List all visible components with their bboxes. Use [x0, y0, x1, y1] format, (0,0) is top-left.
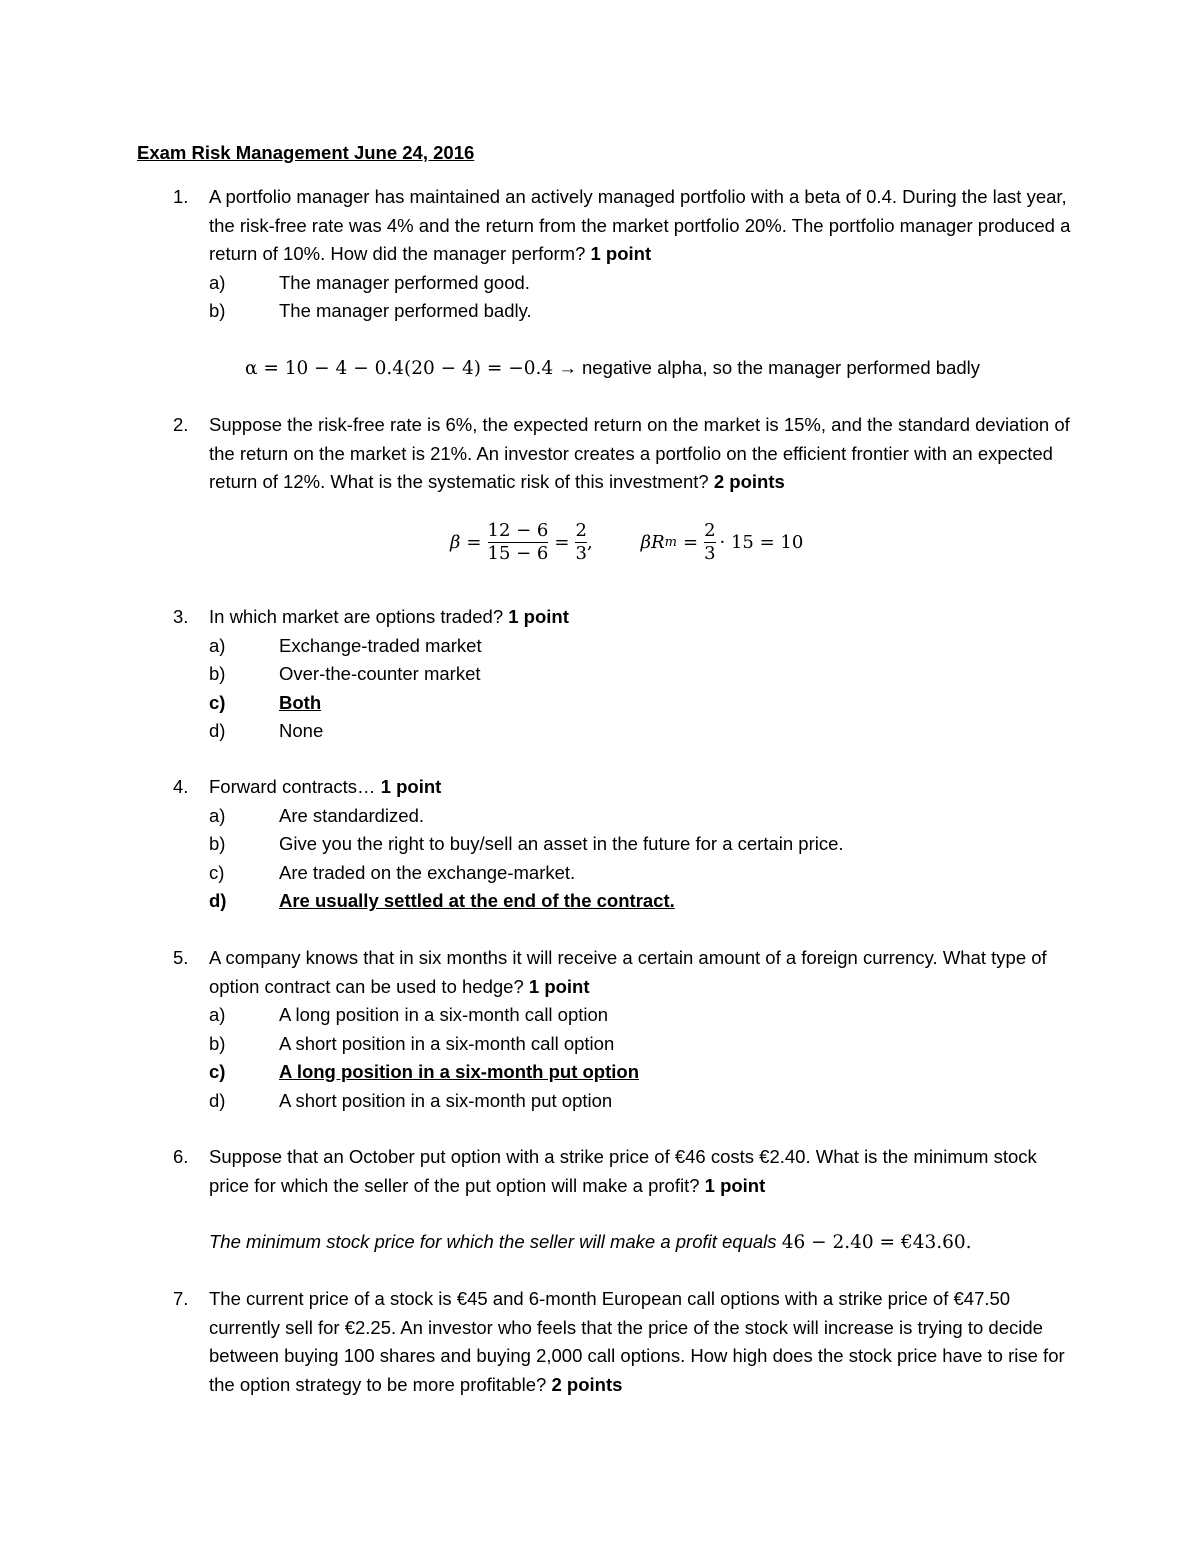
option-c-correct: c) A long position in a six-month put option [209, 1061, 640, 1082]
question-6 [173, 1143, 1073, 1200]
question-number: 6. [173, 1146, 189, 1167]
solution-6 [209, 1228, 972, 1257]
question-points: 1 point [704, 1174, 766, 1196]
question-points: 1 point [380, 776, 442, 797]
question-number: 2. [173, 414, 189, 435]
question-number: 5. [173, 947, 189, 968]
option-d: d) None [209, 720, 324, 741]
solution-2: β = $\frac{12 - 6}{15 - 6}$ = $\frac{2}{3}$ , βR m = $\frac{2}{3}$ · 15 = 10 [450, 520, 804, 564]
option-b: b) Over-the-counter market [209, 663, 481, 684]
fraction: $\frac{2}{3}$ [704, 520, 716, 564]
option-d-correct: d) Are usually settled at the end of the contract. [209, 890, 675, 911]
question-7 [173, 1285, 1073, 1399]
question-text: A company knows that in six months it will receive a certain amount of a foreign currency. What type of option contract can be used to hedge? 1 point [209, 947, 1047, 997]
solution-formula: α = 10 − 4 − 0.4(20 − 4) = −0.4 [245, 358, 554, 379]
question-text: In which market are options traded? 1 point [209, 606, 569, 627]
solution-formula: 46 − 2.40 = €43.60. [781, 1232, 972, 1253]
option-c: c) Are traded on the exchange-market. [209, 861, 576, 883]
question-points: 1 point [528, 975, 590, 997]
question-number: 7. [173, 1288, 189, 1309]
question-points: 2 points [713, 471, 785, 492]
question-2 [173, 411, 1073, 497]
option-c-correct: c) Both [209, 691, 322, 713]
question-5 [173, 944, 1073, 1115]
question-number: 3. [173, 606, 189, 627]
question-points: 1 point [508, 606, 569, 627]
option-b: b) The manager performed badly. [209, 300, 532, 321]
question-1 [173, 183, 1073, 326]
fraction: $\frac{2}{3}$ [575, 520, 587, 564]
option-b: b) Give you the right to buy/sell an asset in the future for a certain price. [209, 833, 844, 854]
option-a: a) Are standardized. [209, 804, 425, 826]
option-a: a) A long position in a six-month call option [209, 1004, 609, 1025]
option-a: a) The manager performed good. [209, 271, 530, 293]
question-number: 4. [173, 776, 189, 797]
question-number: 1. [173, 186, 189, 207]
solution-1 [245, 354, 980, 383]
question-points: 2 points [551, 1373, 623, 1395]
question-3 [173, 603, 1073, 746]
solution-text: The minimum stock price for which the seller will make a profit equals [209, 1231, 777, 1252]
question-text: Suppose the risk-free rate is 6%, the expected return on the market is 15%, and the standard deviation of the return on the market is 21%. An investor creates a portfolio on the efficient frontier with an expected return of 12%. What is the systematic risk of this investment? 2 points [209, 414, 1070, 492]
question-points: 1 point [590, 243, 652, 264]
question-text: The current price of a stock is €45 and 6-month European call options with a strike price of €47.50 currently sell for €2.25. An investor who feels that the price of the stock will increase is trying to decide between buying 100 shares and buying 2,000 call options. How high does the stock price have to rise for the option strategy to be more profitable? 2 points [209, 1288, 1065, 1395]
option-a: a) Exchange-traded market [209, 634, 482, 656]
question-text: Forward contracts… 1 point [209, 776, 442, 797]
fraction: $\frac{12 - 6}{15 - 6}$ [487, 520, 549, 564]
question-4 [173, 773, 1073, 916]
solution-text: → negative alpha, so the manager performed badly [558, 357, 981, 378]
page-title: Exam Risk Management June 24, 2016 [137, 142, 475, 163]
option-d: d) A short position in a six-month put option [209, 1089, 613, 1111]
option-b: b) A short position in a six-month call option [209, 1032, 615, 1054]
question-text: A portfolio manager has maintained an actively managed portfolio with a beta of 0.4. During the last year, the risk-free rate was 4% and the return from the market portfolio 20%. The portfolio manager produced a return of 10%. How did the manager perform? 1 point [209, 186, 1071, 264]
question-text: Suppose that an October put option with a strike price of €46 costs €2.40. What is the minimum stock price for which the seller of the put option will make a profit? 1 point [209, 1146, 1037, 1196]
